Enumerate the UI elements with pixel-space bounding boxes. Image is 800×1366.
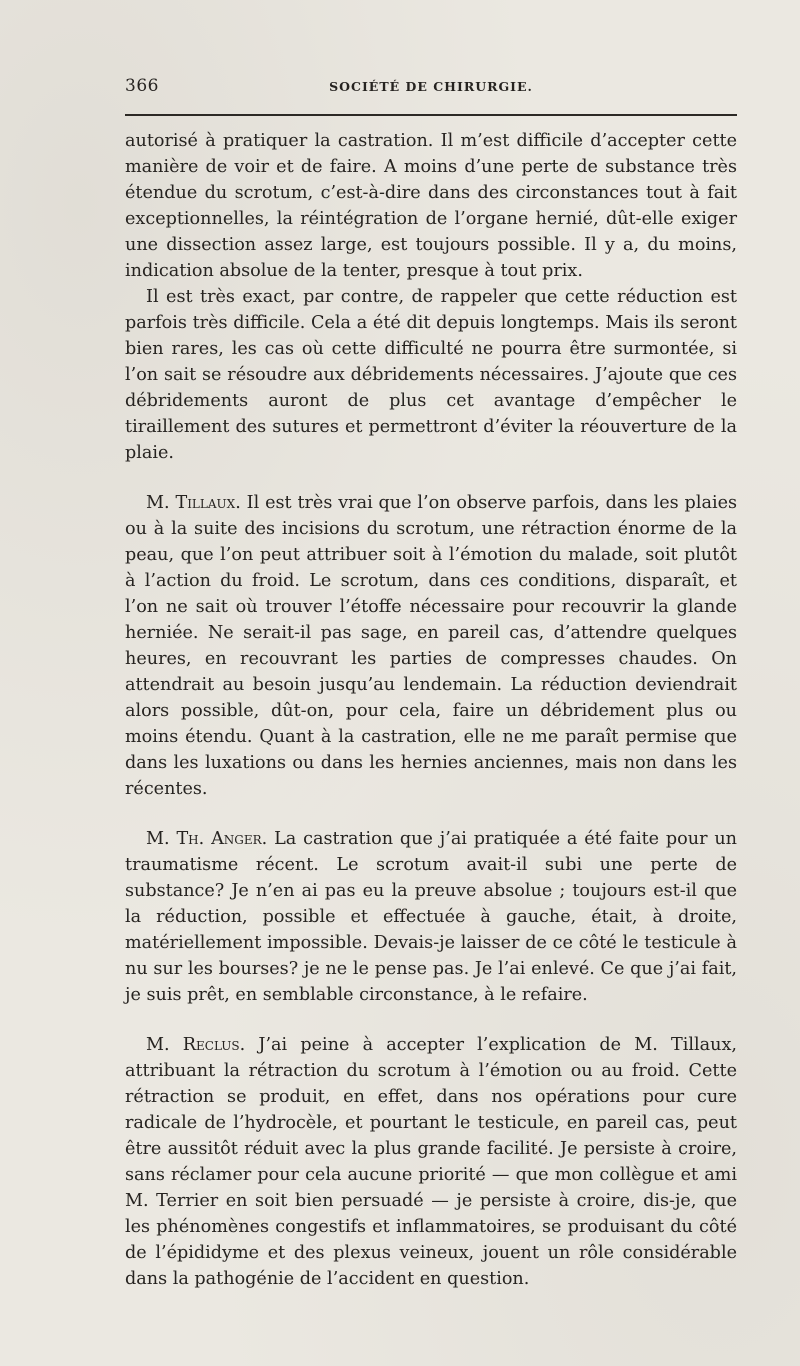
running-title: SOCIÉTÉ DE CHIRURGIE. — [329, 79, 533, 94]
paragraph-text: La castration que j’ai pratiquée a été faite pour un traumatisme récent. Le scrotum avait-il subi une perte de substance? Je n’en ai pas eu la preuve absolue ; toujours est-il que la réduction, possible et effectuée à gauche, était, à droite, matériellement impossible. Devais-je laisser de ce côté le testicule à nu sur les bourses? je ne le pense pas. Je l’ai enlevé. Ce que j’ai fait, je suis prêt, en semblable circonstance, à le refaire. — [125, 829, 738, 1005]
speaker-name: M. Tillaux. — [146, 493, 241, 513]
paragraph-reduction — [125, 284, 737, 466]
running-head — [125, 76, 737, 100]
speaker-name: M. Th. Anger. — [146, 829, 268, 849]
speech-anger — [125, 826, 737, 1008]
speaker-name: M. Reclus. — [146, 1035, 246, 1055]
speech-reclus — [125, 1032, 737, 1292]
paragraph-text: Il est très exact, par contre, de rappeler que cette réduction est parfois très difficile. Cela a été dit depuis longtemps. Mais ils seront bien rares, les cas où cette difficulté ne pourra être surmontée, si l’on sait se résoudre aux débridements nécessaires. J’ajoute que ces débridements auront de plus cet avantage d’empêcher le tiraillement des sutures et permettront d’éviter la réouverture de la plaie. — [125, 287, 737, 463]
speech-tillaux — [125, 490, 737, 802]
body-text — [125, 128, 737, 1292]
paragraph-continuation — [125, 128, 737, 284]
header-rule — [125, 114, 737, 116]
paragraph-text: J’ai peine à accepter l’explication de M. Tillaux, attribuant la rétraction du scrotum à l’émotion ou au froid. Cette rétraction se produit, en effet, dans nos opérations pour cure radicale de l’hydrocèle, et pourtant le testicule, en pareil cas, peut être aussitôt réduit avec la plus grande facilité. Je persiste à croire, sans réclamer pour cela aucune priorité — que mon collègue et ami M. Terrier en soit bien persuadé — je persiste à croire, dis-je, que les phénomènes congestifs et inflammatoires, se produisant du côté de l’épididyme et des plexus veineux, jouent un rôle considérable dans la pathogénie de l’accident en question. — [125, 1035, 737, 1289]
page-number: 366 — [125, 76, 159, 96]
paragraph-text: Il est très vrai que l’on observe parfois, dans les plaies ou à la suite des incisions du scrotum, une rétraction énorme de la peau, que l’on peut attribuer soit à l’émotion du malade, soit plutôt à l’action du froid. Le scrotum, dans ces conditions, disparaît, et l’on ne sait où trouver l’étoffe nécessaire pour recouvrir la glande herniée. Ne serait-il pas sage, en pareil cas, d’attendre quelques heures, en recouvrant les parties de compresses chaudes. On attendrait au besoin jusqu’au lendemain. La réduction deviendrait alors possible, dût-on, pour cela, faire un débridement plus ou moins étendu. Quant à la castration, elle ne me paraît permise que dans les luxations ou dans les hernies anciennes, mais non dans les récentes. — [125, 493, 738, 799]
paragraph-text: autorisé à pratiquer la castration. Il m’est difficile d’accepter cette manière de voir et de faire. A moins d’une perte de substance très étendue du scrotum, c’est-à-dire dans des circonstances tout à fait exceptionnelles, la réintégration de l’organe hernié, dût-elle exiger une dissection assez large, est toujours possible. Il y a, du moins, indication absolue de la tenter, presque à tout prix. — [125, 131, 737, 281]
